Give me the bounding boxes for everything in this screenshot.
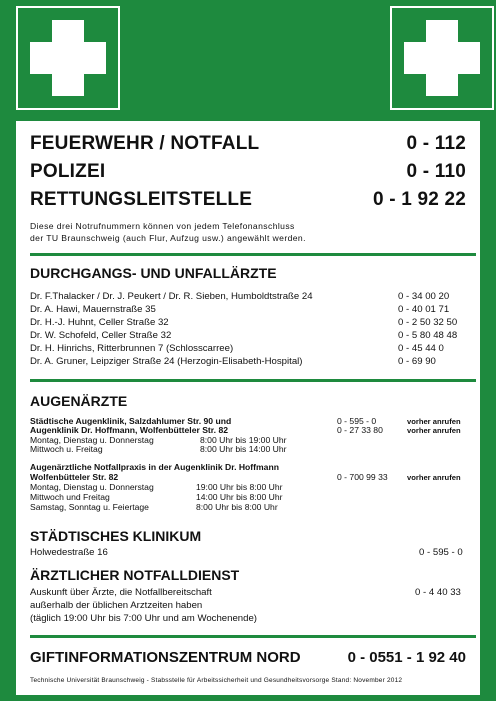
emergency-label-fire: FEUERWEHR / NOTFALL	[30, 133, 260, 154]
doctor-number: 0 - 69 90	[398, 356, 436, 367]
section-title-klinikum: STÄDTISCHES KLINIKUM	[30, 528, 202, 544]
hours-time: 19:00 Uhr bis 8:00 Uhr	[196, 482, 283, 492]
doctor-name: Dr. A. Hawi, Mauernstraße 35	[30, 304, 156, 315]
doctor-name: Dr. H. Hinrichs, Ritterbrunnen 7 (Schlosscarree)	[30, 343, 234, 354]
hours-day: Montag, Dienstag u. Donnerstag	[30, 482, 154, 492]
doctor-number: 0 - 5 80 48 48	[398, 330, 458, 341]
eye-emergency-line-2: Wolfenbütteler Str. 82	[30, 472, 119, 482]
poison-center-label: GIFTINFORMATIONSZENTRUM NORD	[30, 649, 301, 666]
emergency-number-fire: 0 - 112	[406, 133, 466, 154]
hours-day: Mittwoch und Freitag	[30, 492, 110, 502]
doctor-name: Dr. W. Schofeld, Celler Straße 32	[30, 330, 172, 341]
eye-clinic-number-1: 0 - 595 - 0	[337, 416, 377, 426]
eye-emergency-number: 0 - 700 99 33	[337, 472, 388, 482]
emergency-note-line-2: der TU Braunschweig (auch Flur, Aufzug usw.) angewählt werden.	[30, 233, 306, 243]
eye-clinic-line-1: Städtische Augenklinik, Salzdahlumer Str. 90 und	[30, 416, 232, 426]
emergency-note-line-1: Diese drei Notrufnummern können von jedem Telefonanschluss	[30, 221, 295, 231]
content-panel	[16, 121, 480, 695]
divider	[30, 253, 476, 256]
doctor-number: 0 - 40 01 71	[398, 304, 450, 315]
doctor-number: 0 - 2 50 32 50	[398, 317, 458, 328]
footer-text: Technische Universität Braunschweig - Stabsstelle für Arbeitssicherheit und Gesundheitsvorsorge Stand: November 2012	[30, 677, 403, 684]
emergency-number-police: 0 - 110	[406, 161, 466, 182]
divider	[30, 379, 476, 382]
section-title-augen: AUGENÄRZTE	[30, 393, 128, 409]
hours-time: 8:00 Uhr bis 8:00 Uhr	[196, 502, 278, 512]
section-title-durchgang: DURCHGANGS- UND UNFALLÄRZTE	[30, 265, 277, 281]
first-aid-cross-icon-left	[16, 6, 120, 110]
hours-time: 8:00 Uhr bis 14:00 Uhr	[200, 444, 287, 454]
poison-center-number: 0 - 0551 - 1 92 40	[347, 649, 466, 666]
emergency-label-police: POLIZEI	[30, 161, 106, 182]
first-aid-cross-icon	[392, 8, 492, 108]
doctor-number: 0 - 34 00 20	[398, 291, 450, 302]
eye-clinic-line-2: Augenklinik Dr. Hoffmann, Wolfenbütteler Str. 82	[30, 425, 228, 435]
doctor-name: Dr. H.-J. Huhnt, Celler Straße 32	[30, 317, 169, 328]
first-aid-cross-icon	[18, 8, 118, 108]
notdienst-number: 0 - 4 40 33	[415, 587, 461, 598]
call-ahead-hint: vorher anrufen	[407, 473, 461, 482]
first-aid-cross-icon-right	[390, 6, 494, 110]
emergency-label-rescue: RETTUNGSLEITSTELLE	[30, 189, 253, 210]
notdienst-line-2: außerhalb der üblichen Arztzeiten haben	[30, 600, 203, 611]
hours-day: Montag, Dienstag u. Donnerstag	[30, 435, 154, 445]
klinikum-number: 0 - 595 - 0	[419, 547, 463, 558]
hours-day: Samstag, Sonntag u. Feiertage	[30, 502, 149, 512]
eye-emergency-line-1: Augenärztliche Notfallpraxis in der Augenklinik Dr. Hoffmann	[30, 462, 279, 472]
call-ahead-hint: vorher anrufen	[407, 417, 461, 426]
hours-time: 14:00 Uhr bis 8:00 Uhr	[196, 492, 283, 502]
doctor-number: 0 - 45 44 0	[398, 343, 444, 354]
eye-clinic-number-2: 0 - 27 33 80	[337, 425, 383, 435]
hours-day: Mittwoch u. Freitag	[30, 444, 103, 454]
klinikum-address: Holwedestraße 16	[30, 547, 108, 558]
section-title-notdienst: ÄRZTLICHER NOTFALLDIENST	[30, 567, 240, 583]
doctor-name: Dr. F.Thalacker / Dr. J. Peukert / Dr. R. Sieben, Humboldtstraße 24	[30, 291, 313, 302]
notdienst-line-3: (täglich 19:00 Uhr bis 7:00 Uhr und am Wochenende)	[30, 613, 258, 624]
divider	[30, 635, 476, 638]
hours-time: 8:00 Uhr bis 19:00 Uhr	[200, 435, 287, 445]
emergency-number-rescue: 0 - 1 92 22	[372, 189, 466, 210]
doctor-name: Dr. A. Gruner, Leipziger Straße 24 (Herzogin-Elisabeth-Hospital)	[30, 356, 303, 367]
call-ahead-hint: vorher anrufen	[407, 426, 461, 435]
notdienst-line-1: Auskunft über Ärzte, die Notfallbereitschaft	[30, 587, 212, 598]
